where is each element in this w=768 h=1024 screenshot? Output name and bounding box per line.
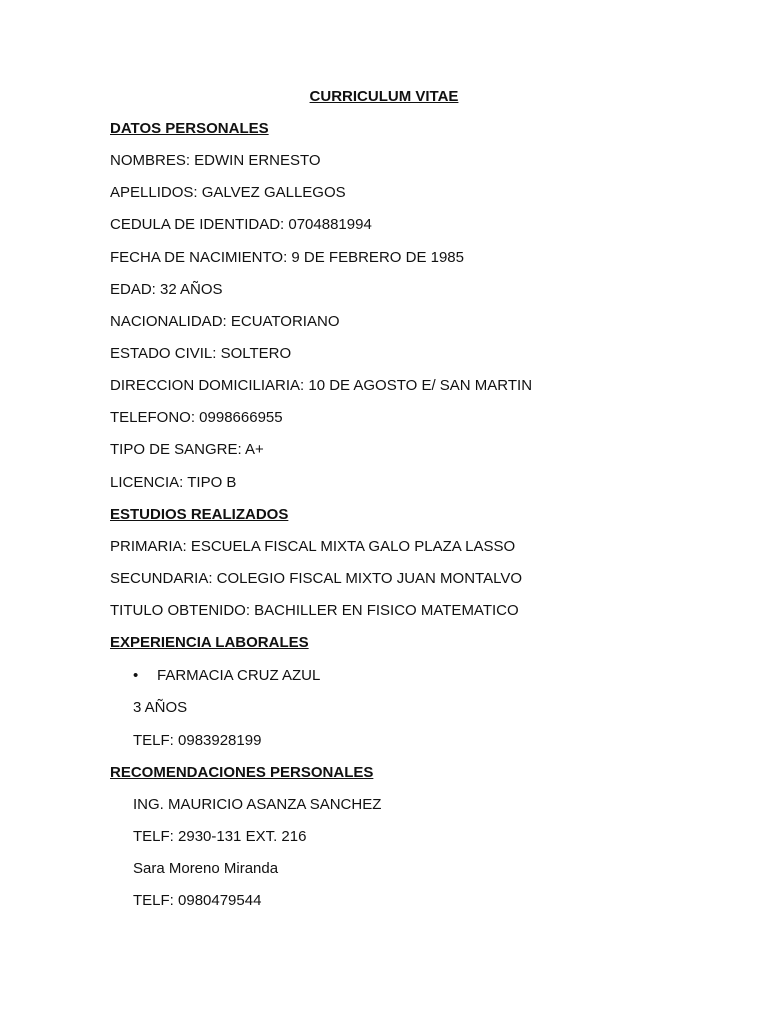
recomendacion-nombre-2: Sara Moreno Miranda <box>133 860 279 877</box>
licencia-line: LICENCIA: TIPO B <box>110 474 237 491</box>
primaria-line: PRIMARIA: ESCUELA FISCAL MIXTA GALO PLAZA LASSO <box>110 538 516 555</box>
recomendacion-telf-2: TELF: 0980479544 <box>133 892 262 909</box>
direccion-line: DIRECCION DOMICILIARIA: 10 DE AGOSTO E/ SAN MARTIN <box>110 377 533 394</box>
section-heading-experiencia: EXPERIENCIA LABORALES <box>110 634 309 651</box>
cedula-line: CEDULA DE IDENTIDAD: 0704881994 <box>110 216 372 233</box>
section-heading-estudios: ESTUDIOS REALIZADOS <box>110 506 289 523</box>
recomendacion-telf-1: TELF: 2930-131 EXT. 216 <box>133 828 307 845</box>
section-heading-recomendaciones: RECOMENDACIONES PERSONALES <box>110 764 374 781</box>
tipo-sangre-line: TIPO DE SANGRE: A+ <box>110 441 264 458</box>
section-heading-datos-personales: DATOS PERSONALES <box>110 120 269 137</box>
titulo-line: TITULO OBTENIDO: BACHILLER EN FISICO MATEMATICO <box>110 602 519 619</box>
secundaria-line: SECUNDARIA: COLEGIO FISCAL MIXTO JUAN MONTALVO <box>110 570 523 587</box>
apellidos-line: APELLIDOS: GALVEZ GALLEGOS <box>110 184 346 201</box>
fecha-nacimiento-line: FECHA DE NACIMIENTO: 9 DE FEBRERO DE 1985 <box>110 249 464 266</box>
recomendacion-nombre-1: ING. MAURICIO ASANZA SANCHEZ <box>133 796 382 813</box>
empresa-line: FARMACIA CRUZ AZUL <box>157 667 321 684</box>
telefono-line: TELEFONO: 0998666955 <box>110 409 283 426</box>
nombres-line: NOMBRES: EDWIN ERNESTO <box>110 152 321 169</box>
nacionalidad-line: NACIONALIDAD: ECUATORIANO <box>110 313 340 330</box>
empresa-telf-line: TELF: 0983928199 <box>133 732 262 749</box>
estado-civil-line: ESTADO CIVIL: SOLTERO <box>110 345 292 362</box>
bullet-icon: • <box>133 667 139 684</box>
tiempo-line: 3 AÑOS <box>133 699 188 716</box>
edad-line: EDAD: 32 AÑOS <box>110 281 223 298</box>
document-title: CURRICULUM VITAE <box>309 88 459 105</box>
